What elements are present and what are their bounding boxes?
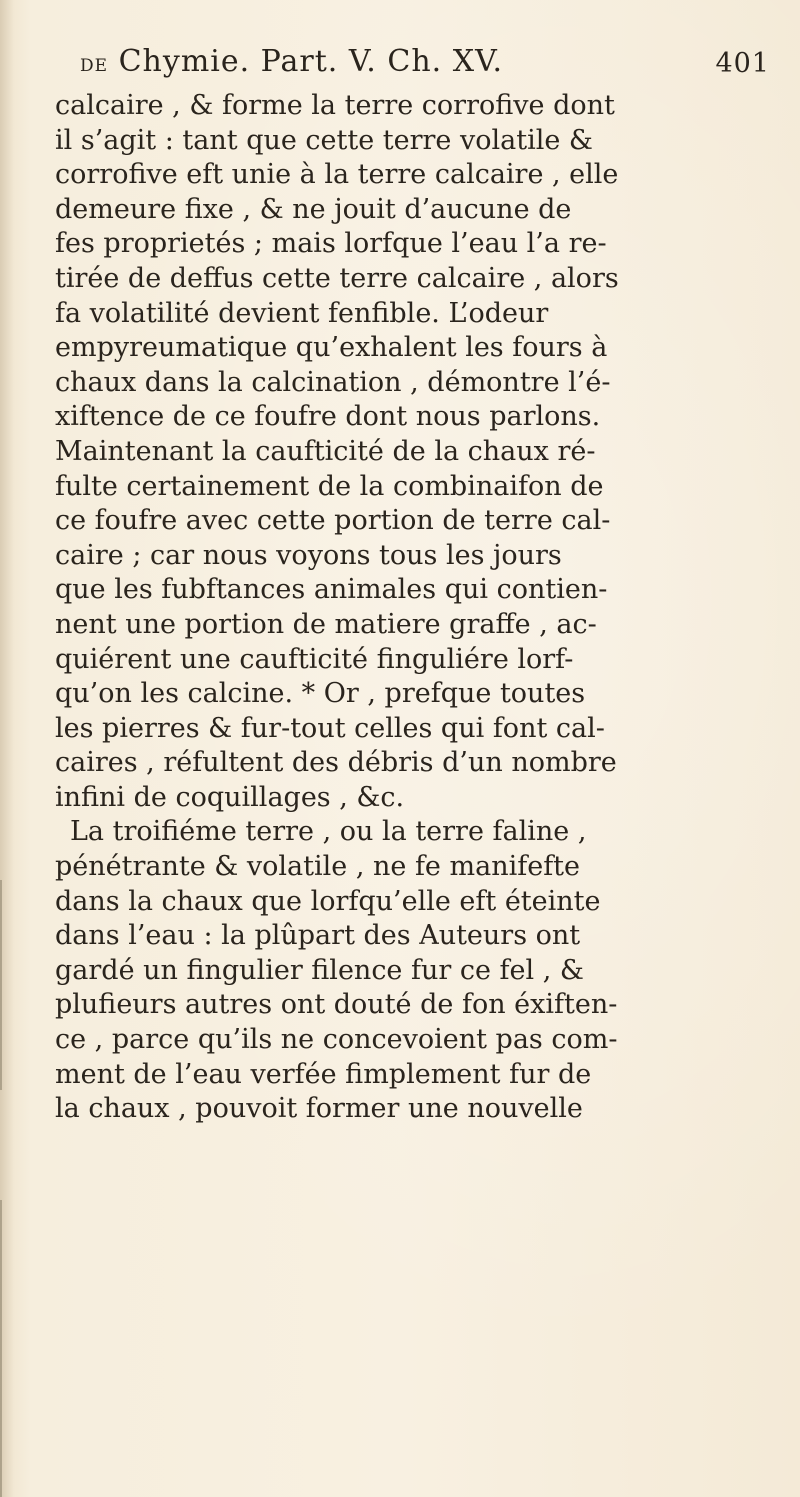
text-line: gardé un fingulier filence fur ce fel , & [55, 954, 584, 986]
running-title [80, 44, 503, 79]
text-line: quiérent une caufticité finguliére lorf- [55, 643, 574, 675]
text-line: fa volatilité devient fenfible. L’odeur [55, 297, 549, 329]
text-line: empyreumatique qu’exhalent les fours à [55, 332, 608, 364]
text-line: que les fubftances animales qui contien- [55, 574, 608, 606]
text-line: dans l’eau : la plûpart des Auteurs ont [55, 920, 581, 952]
text-line: les pierres & fur-tout celles qui font cal- [55, 712, 605, 744]
text-line: ce foufre avec cette portion de terre cal- [55, 505, 611, 537]
text-line: fulte certainement de la combinaifon de [55, 470, 604, 502]
text-line: dans la chaux que lorfqu’elle eft éteinte [55, 885, 601, 917]
binding-shadow [0, 0, 14, 1497]
running-header [80, 40, 770, 96]
text-line: demeure fixe , & ne jouit d’aucune de [55, 193, 572, 225]
text-line: la chaux , pouvoit former une nouvelle [55, 1093, 583, 1125]
text-line: caires , réfultent des débris d’un nombre [55, 747, 617, 779]
header-prefix: DE [80, 56, 109, 76]
text-line: pénétrante & volatile , ne fe manifefte [55, 851, 581, 883]
text-line: infini de coquillages , &c. [55, 781, 405, 813]
header-title: Chymie. Part. V. Ch. XV. [118, 44, 504, 79]
text-line: caire ; car nous voyons tous les jours [55, 539, 562, 571]
margin-mark [0, 880, 2, 1090]
text-line: corrofive eft unie à la terre calcaire , elle [55, 159, 619, 191]
margin-mark [0, 1200, 2, 1497]
text-line: il s’agit : tant que cette terre volatile & [55, 124, 593, 156]
text-line: tirée de deffus cette terre calcaire , alors [55, 262, 619, 294]
body-text [55, 89, 775, 1127]
text-line: plufieurs autres ont douté de fon éxiften- [55, 989, 618, 1021]
text-line: ce , parce qu’ils ne concevoient pas com- [55, 1024, 618, 1056]
text-line: chaux dans la calcination , démontre l’é- [55, 366, 611, 398]
text-line: nent une portion de matiere graffe , ac- [55, 608, 597, 640]
text-line: calcaire , & forme la terre corrofive dont [55, 90, 615, 121]
paragraph-start-line: La troifiéme terre , ou la terre faline , [70, 816, 587, 848]
text-line: Maintenant la caufticité de la chaux ré- [55, 435, 596, 467]
text-line: ment de l’eau verfée fimplement fur de [55, 1058, 592, 1090]
page-number: 401 [715, 48, 770, 79]
text-line: qu’on les calcine. * Or , prefque toutes [55, 678, 586, 710]
text-line: fes proprietés ; mais lorfque l’eau l’a re- [55, 228, 607, 260]
text-line: xiftence de ce foufre dont nous parlons. [55, 401, 601, 433]
